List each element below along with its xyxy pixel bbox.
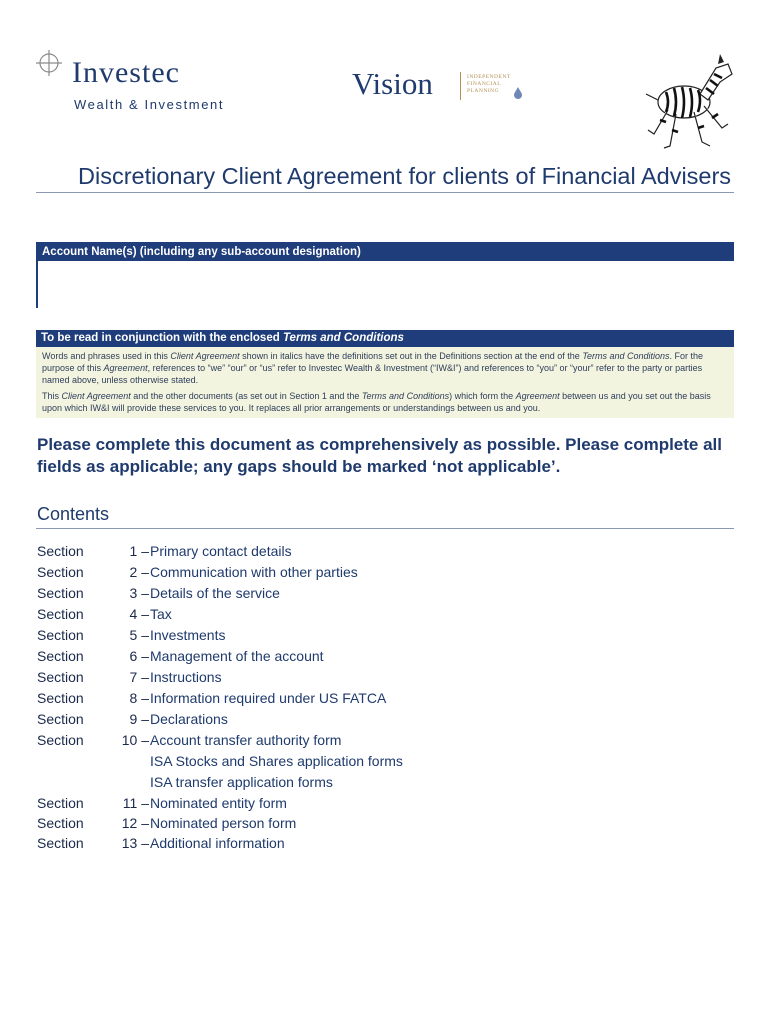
toc-link-instructions[interactable]: Instructions [150, 669, 222, 685]
vision-logo-text: Vision [352, 66, 433, 101]
toc-section-number: 13 – [121, 835, 149, 851]
page-title: Discretionary Client Agreement for clients of Financial Advisers [78, 163, 732, 189]
toc-link-account-management[interactable]: Management of the account [150, 648, 324, 664]
toc-link-primary-contact[interactable]: Primary contact details [150, 543, 292, 559]
zebra-illustration [640, 50, 736, 156]
completion-instruction: Please complete this document as comprehensively as possible. Please complete all fields as applicable; any gaps should be marked ‘not applicable’. [37, 435, 723, 476]
toc-link-isa-transfer[interactable]: ISA transfer application forms [150, 774, 333, 790]
toc-section-number: 3 – [129, 585, 149, 601]
toc-row [37, 709, 637, 730]
toc-section-number: 4 – [129, 606, 149, 622]
account-name-field[interactable] [38, 261, 736, 308]
toc-row [37, 562, 637, 583]
contents-divider [36, 528, 734, 529]
toc-row [37, 813, 637, 833]
toc-row [37, 646, 637, 667]
toc-section-number: 8 – [129, 690, 149, 706]
toc-row [37, 541, 637, 562]
terms-notice-section [36, 330, 734, 418]
toc-row [37, 667, 637, 688]
toc-row [37, 625, 637, 646]
toc-row [37, 793, 637, 813]
toc-section-number: 12 – [121, 815, 149, 831]
terms-notice-paragraph-2: This Client Agreement and the other documents (as set out in Section 1 and the Terms and Conditions) which form the Agreement between us and you set out the basis upon which IW&I will provide these services to you. It replaces all prior arrangements or understandings between us and you. [42, 390, 711, 413]
toc-section-number: 11 – [122, 795, 149, 811]
toc-section-number: 5 – [129, 627, 149, 643]
toc-section-number: 9 – [129, 711, 149, 727]
vision-drop-icon [513, 87, 523, 99]
terms-notice-header-italic: Terms and Conditions [282, 332, 404, 344]
toc-link-communication[interactable]: Communication with other parties [150, 564, 358, 580]
toc-link-transfer-authority[interactable]: Account transfer authority form [150, 732, 342, 748]
toc-section-number: 7 – [129, 669, 149, 685]
toc-section-number: 6 – [129, 648, 149, 664]
toc-section-word: Section [37, 648, 84, 664]
investec-logo-text: Investec [72, 56, 180, 89]
toc-link-declarations[interactable]: Declarations [150, 711, 228, 727]
toc-section-word: Section [37, 815, 84, 831]
terms-notice-header [36, 330, 734, 347]
toc-section-word: Section [37, 543, 84, 559]
toc-row [37, 833, 637, 853]
investec-logo-subtitle: Wealth & Investment [74, 97, 225, 112]
vision-logo-tagline: INDEPENDENT FINANCIAL PLANNING [467, 74, 511, 94]
toc-section-word: Section [37, 669, 84, 685]
toc-section-word: Section [37, 606, 84, 622]
toc-section-word: Section [37, 732, 84, 748]
toc-section-number: 10 – [121, 732, 149, 748]
toc-section-number: 2 – [129, 564, 149, 580]
toc-link-service-details[interactable]: Details of the service [150, 585, 280, 601]
toc-row [37, 730, 637, 751]
toc-row [37, 772, 637, 793]
toc-row [37, 583, 637, 604]
toc-link-isa-application[interactable]: ISA Stocks and Shares application forms [150, 753, 403, 769]
toc-section-word: Section [37, 835, 84, 851]
toc-link-fatca[interactable]: Information required under US FATCA [150, 690, 387, 706]
title-divider [36, 192, 734, 193]
toc-row [37, 751, 637, 772]
toc-link-additional-info[interactable]: Additional information [150, 835, 285, 851]
vision-logo-divider [460, 72, 461, 100]
toc-section-number: 1 – [129, 543, 149, 559]
toc-link-tax[interactable]: Tax [150, 606, 172, 622]
terms-notice-paragraph-1: Words and phrases used in this Client Agreement shown in italics have the definitions set out in the Definitions section at the end of the Terms and Conditions. For the purpose of this Agreement, references to “we” “our” or “us” refer to Investec Wealth & Investment (“IW&I”) and references to “you” or “your” refer to the party or parties named above, unless otherwise stated. [42, 351, 704, 386]
toc-link-nominated-person[interactable]: Nominated person form [150, 815, 297, 831]
account-name-section [36, 242, 734, 308]
toc-section-word: Section [37, 585, 84, 601]
toc-section-word: Section [37, 795, 84, 811]
table-of-contents [37, 541, 637, 853]
toc-row [37, 604, 637, 625]
toc-section-word: Section [37, 690, 84, 706]
toc-row [37, 688, 637, 709]
toc-link-nominated-entity[interactable]: Nominated entity form [150, 795, 287, 811]
toc-section-word: Section [37, 627, 84, 643]
contents-heading: Contents [37, 504, 110, 524]
toc-section-word: Section [37, 711, 84, 727]
account-name-header: Account Name(s) (including any sub-account designation) [38, 244, 732, 261]
investec-globe-icon [36, 50, 62, 76]
terms-notice-body [36, 347, 734, 418]
toc-link-investments[interactable]: Investments [150, 627, 226, 643]
terms-notice-header-text: To be read in conjunction with the enclosed [41, 332, 283, 344]
toc-section-word: Section [37, 564, 84, 580]
